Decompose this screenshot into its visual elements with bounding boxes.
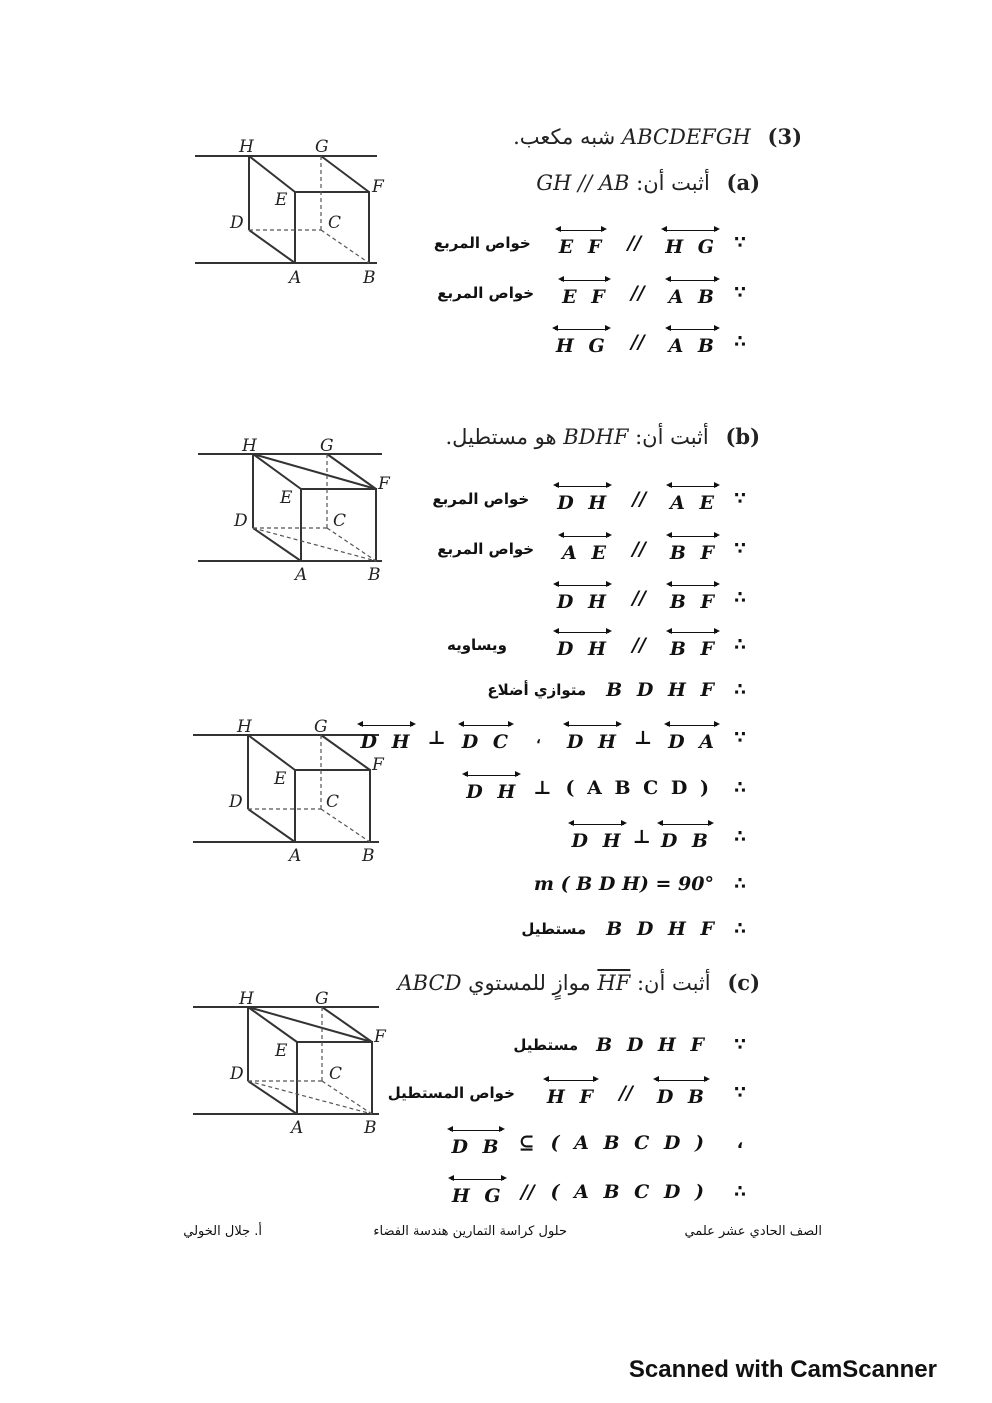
part-c-step-3: D B ⊆ ( A B C D ) ، bbox=[449, 1128, 754, 1158]
vertex-label-g: G bbox=[314, 717, 328, 737]
therefore-symbol: ∴ bbox=[734, 635, 746, 655]
vertex-label-a: A bbox=[289, 846, 302, 866]
part-c-step-2: خواص المستطيل H F // D B ∵ bbox=[388, 1078, 754, 1108]
vector: D H bbox=[359, 725, 414, 752]
cuboid-figure-d bbox=[193, 985, 393, 1145]
part-a-prove-prefix: أثبت أن: bbox=[636, 171, 710, 195]
footer-grade: الصف الحادي عشر علمي bbox=[684, 1224, 822, 1239]
problem-number: (3) bbox=[767, 124, 802, 149]
therefore-symbol: ∴ bbox=[734, 680, 746, 700]
because-symbol: ∵ bbox=[734, 728, 746, 748]
vector: E F bbox=[560, 280, 609, 307]
vertex-label-g: G bbox=[315, 137, 329, 157]
part-c-plane-name: ABCD bbox=[397, 971, 462, 995]
vertex-label-b: B bbox=[364, 1118, 377, 1138]
step-reason: خواص المستطيل bbox=[387, 1084, 515, 1102]
vertex-label-f: F bbox=[372, 177, 384, 197]
vertex-label-e: E bbox=[275, 1041, 288, 1061]
part-a-target: GH // AB bbox=[536, 171, 630, 195]
vector: H F bbox=[545, 1080, 597, 1107]
cuboid-figure-b bbox=[198, 432, 398, 592]
therefore-symbol: ∴ bbox=[734, 874, 746, 894]
vertex-label-b: B bbox=[362, 846, 375, 866]
because-symbol: ∵ bbox=[734, 539, 746, 559]
vector: D H bbox=[570, 824, 625, 851]
vertex-label-a: A bbox=[289, 268, 302, 288]
vector: D H bbox=[555, 632, 610, 659]
vector: D H bbox=[555, 486, 610, 513]
part-b-step-4: ويساويه D H // B F ∴ bbox=[447, 630, 754, 660]
vertex-label-c: C bbox=[329, 1064, 343, 1084]
therefore-symbol: ∴ bbox=[734, 919, 746, 939]
vector: D A bbox=[666, 725, 718, 752]
vertex-label-c: C bbox=[333, 511, 347, 531]
vertex-label-b: B bbox=[368, 565, 381, 585]
plane-name: ( A B C D ) bbox=[550, 1181, 708, 1203]
part-a-step-3: H G // A B ∴ bbox=[554, 327, 754, 357]
vertex-label-a: A bbox=[291, 1118, 304, 1138]
vector: D C bbox=[460, 725, 512, 752]
vertex-label-c: C bbox=[328, 213, 342, 233]
vector: D B bbox=[659, 824, 712, 851]
vertex-label-c: C bbox=[326, 792, 340, 812]
part-b-step-1: خواص المربع D H // A E ∵ bbox=[432, 484, 754, 514]
vector: A B bbox=[667, 329, 718, 356]
vector: B F bbox=[668, 585, 718, 612]
vector: D H bbox=[464, 775, 519, 802]
solid-name: ABCDEFGH bbox=[621, 125, 751, 149]
because-symbol: ∵ bbox=[734, 1083, 746, 1103]
part-c-target: HF bbox=[597, 971, 631, 995]
part-b-rectangle bbox=[521, 914, 754, 944]
part-b-parallelogram bbox=[487, 675, 754, 705]
vertex-label-h: H bbox=[239, 989, 254, 1009]
figure-name: B D H F bbox=[596, 1034, 708, 1056]
part-a-step-2: خواص المربع E F // A B ∵ bbox=[437, 278, 754, 308]
part-b-prove-prefix: أثبت أن: bbox=[635, 425, 709, 449]
because-symbol: ∵ bbox=[734, 1035, 746, 1055]
part-c-step-1 bbox=[513, 1030, 754, 1060]
vector: A E bbox=[560, 536, 610, 563]
vertex-label-e: E bbox=[280, 488, 293, 508]
vector: H G bbox=[554, 329, 609, 356]
vertex-label-f: F bbox=[378, 474, 390, 494]
therefore-symbol: ∴ bbox=[734, 778, 746, 798]
vector: D B bbox=[655, 1080, 708, 1107]
vertex-label-e: E bbox=[275, 190, 288, 210]
part-b-perp-step: D H ⊥ D C ، D H ⊥ D A ∵ bbox=[359, 723, 755, 753]
plane-name: ( A B C D ) bbox=[565, 777, 712, 799]
vertex-label-g: G bbox=[320, 436, 334, 456]
part-b-target-suffix: هو مستطيل. bbox=[445, 425, 557, 449]
vector: A B bbox=[667, 280, 718, 307]
therefore-symbol: ∴ bbox=[734, 827, 746, 847]
part-b-step-3: D H // B F ∴ bbox=[555, 583, 754, 613]
part-b-target: BDHF bbox=[563, 425, 629, 449]
footer-author: أ. جلال الخولي bbox=[183, 1224, 262, 1239]
vector: D H bbox=[555, 585, 610, 612]
comma-symbol: ، bbox=[736, 1133, 744, 1153]
part-c-label: (c) bbox=[727, 970, 760, 995]
step-reason: ويساويه bbox=[446, 636, 507, 654]
part-b-angle bbox=[534, 869, 754, 899]
because-symbol: ∵ bbox=[734, 489, 746, 509]
vertex-label-f: F bbox=[374, 1027, 386, 1047]
part-a-label: (a) bbox=[726, 170, 760, 195]
step-reason: خواص المربع bbox=[433, 234, 531, 252]
problem-header bbox=[513, 124, 802, 149]
step-reason: مستطيل bbox=[521, 920, 587, 938]
part-c-header bbox=[398, 970, 760, 995]
problem-statement: شبه مكعب. bbox=[513, 125, 616, 149]
vertex-label-h: H bbox=[239, 137, 254, 157]
camscanner-watermark: Scanned with CamScanner bbox=[628, 1356, 937, 1383]
part-c-step-4: H G // ( A B C D ) ∴ bbox=[450, 1177, 754, 1207]
vertex-label-d: D bbox=[234, 511, 248, 531]
vector: H G bbox=[450, 1179, 505, 1206]
vector: A E bbox=[668, 486, 718, 513]
vertex-label-a: A bbox=[295, 565, 308, 585]
step-reason: خواص المربع bbox=[437, 284, 535, 302]
part-c-prove-prefix: أثبت أن: bbox=[636, 971, 711, 995]
vector: B F bbox=[668, 536, 718, 563]
step-reason: خواص المربع bbox=[437, 540, 535, 558]
vertex-label-e: E bbox=[274, 769, 287, 789]
part-b-label: (b) bbox=[725, 424, 760, 449]
therefore-symbol: ∴ bbox=[734, 1182, 746, 1202]
figure-name: B D H F bbox=[606, 918, 718, 940]
step-reason: مستطيل bbox=[513, 1036, 579, 1054]
vertex-label-g: G bbox=[315, 989, 329, 1009]
because-symbol: ∵ bbox=[734, 283, 746, 303]
therefore-symbol: ∴ bbox=[734, 332, 746, 352]
vertex-label-d: D bbox=[230, 213, 244, 233]
vector: B F bbox=[668, 632, 718, 659]
part-b-perp-plane: D H ⊥ ( A B C D ) ∴ bbox=[464, 773, 754, 803]
part-c-target-suffix: موازٍ للمستوي bbox=[468, 971, 591, 995]
vertex-label-b: B bbox=[363, 268, 376, 288]
step-reason: متوازي أضلاع bbox=[487, 681, 587, 699]
vertex-label-h: H bbox=[237, 717, 252, 737]
vector: D H bbox=[565, 725, 620, 752]
vertex-label-h: H bbox=[242, 436, 257, 456]
part-a-header bbox=[536, 170, 760, 195]
therefore-symbol: ∴ bbox=[734, 588, 746, 608]
part-a-step-1: خواص المربع E F // H G ∵ bbox=[434, 228, 754, 258]
vertex-label-f: F bbox=[372, 755, 384, 775]
plane-name: ( A B C D ) bbox=[550, 1132, 708, 1154]
vector: H G bbox=[663, 230, 718, 257]
part-b-step-2: خواص المربع A E // B F ∵ bbox=[437, 534, 754, 564]
figure-name: B D H F bbox=[606, 679, 718, 701]
part-b-perp-line: D H ⊥ D B ∴ bbox=[570, 822, 754, 852]
footer-title: حلول كراسة التمارين هندسة الفضاء bbox=[373, 1224, 567, 1239]
vertex-label-d: D bbox=[229, 792, 243, 812]
vector: D B bbox=[449, 1130, 502, 1157]
vertex-label-d: D bbox=[230, 1064, 244, 1084]
part-b-header bbox=[446, 424, 761, 449]
because-symbol: ∵ bbox=[734, 233, 746, 253]
vector: E F bbox=[557, 230, 606, 257]
angle-expression: m ( B D H) = 90° bbox=[533, 873, 714, 895]
cuboid-figure-a bbox=[195, 132, 385, 292]
step-reason: خواص المربع bbox=[432, 490, 530, 508]
